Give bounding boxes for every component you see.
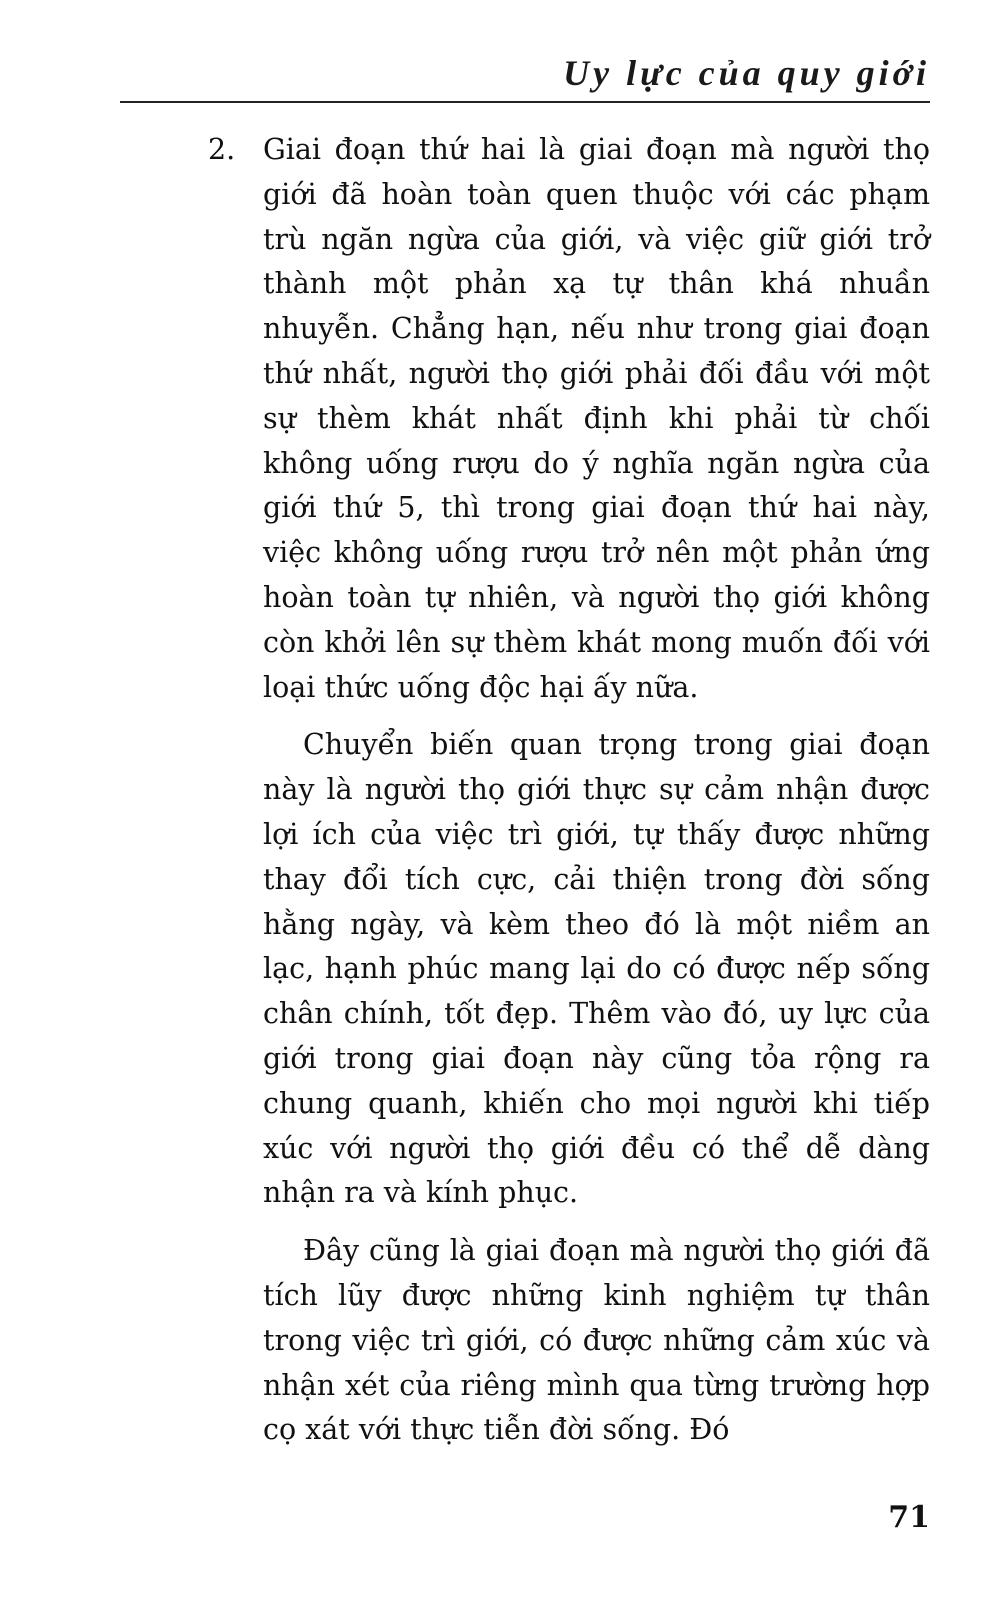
- header-divider: [120, 101, 930, 103]
- paragraph: Chuyển biến quan trọng trong giai đoạn này là người thọ giới thực sự cảm nhận được lợi ích của việc trì giới, tự thấy được những thay đổi tích cực, cải thiện trong đời sống hằng ngày, và kèm theo đó là một niềm an lạc, hạnh phúc mang lại do có được nếp sống chân chính, tốt đẹp. Thêm vào đó, uy lực của giới trong giai đoạn này cũng tỏa rộng ra chung quanh, khiến cho mọi người khi tiếp xúc với người thọ giới đều có thể dễ dàng nhận ra và kính phục.: [263, 728, 930, 1210]
- page-number: 71: [888, 1500, 930, 1535]
- list-item-number: 2.: [208, 133, 236, 166]
- list-item-text: Giai đoạn thứ hai là giai đoạn mà người thọ giới đã hoàn toàn quen thuộc với các phạm trù ngăn ngừa của giới, và việc giữ giới trở thành một phản xạ tự thân khá nhuần nhuyễn. Chẳng hạn, nếu như trong giai đoạn thứ nhất, người thọ giới phải đối đầu với một sự thèm khát nhất định khi phải từ chối không uống rượu do ý nghĩa ngăn ngừa của giới thứ 5, thì trong giai đoạn thứ hai này, việc không uống rượu trở nên một phản ứng hoàn toàn tự nhiên, và người thọ giới không còn khởi lên sự thèm khát mong muốn đối với loại thức uống độc hại ấy nữa.: [263, 133, 930, 704]
- list-item: [208, 128, 930, 710]
- page-body: [208, 128, 930, 1466]
- running-title: Uy lực của quy giới: [563, 53, 930, 93]
- paragraph: Đây cũng là giai đoạn mà người thọ giới đã tích lũy được những kinh nghiệm tự thân trong việc trì giới, có được những cảm xúc và nhận xét của riêng mình qua từng trường hợp cọ xát với thực tiễn đời sống. Đó: [263, 1234, 930, 1447]
